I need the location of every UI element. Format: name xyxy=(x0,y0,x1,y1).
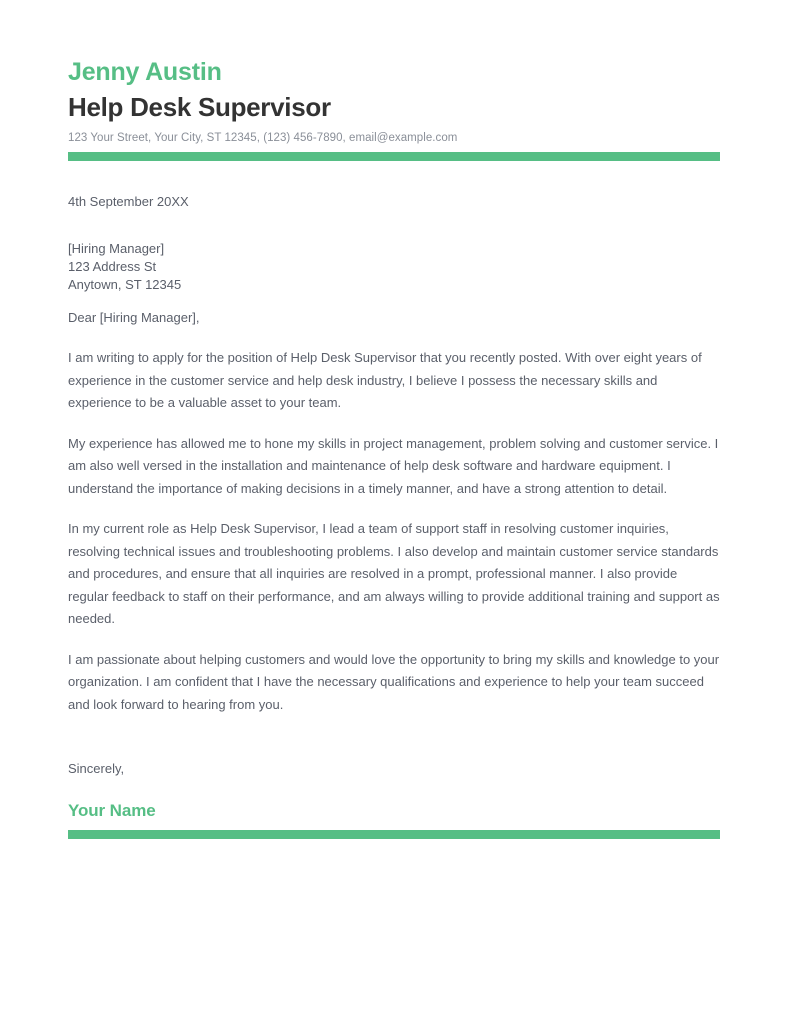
closing-line: Sincerely, xyxy=(68,761,125,776)
signature-name: Your Name xyxy=(68,801,156,820)
contact-line: 123 Your Street, Your City, ST 12345, (123) 456-7890, email@example.com xyxy=(68,132,458,144)
job-title: Help Desk Supervisor xyxy=(68,92,331,122)
body-paragraph: In my current role as Help Desk Supervisor, I lead a team of support staff in resolving customer inquiries, resolving technical issues and troubleshooting problems. I also develop and maintain customer service standards and procedures, and ensure that all inquiries are resolved in a prompt, professional manner. I also provide regular feedback to staff on their performance, and am always willing to provide additional training and support as needed. xyxy=(68,521,720,626)
recipient-line: [Hiring Manager] xyxy=(68,241,165,256)
letter-date: 4th September 20XX xyxy=(68,194,189,209)
salutation: Dear [Hiring Manager], xyxy=(68,310,200,325)
letterhead xyxy=(68,0,720,146)
body-paragraph: My experience has allowed me to hone my skills in project management, problem solving and customer service. I am also well versed in the installation and maintenance of help desk software and hardware equipment. I understand the importance of making decisions in a timely manner, and have a strong attention to detail. xyxy=(68,435,719,496)
footer-divider-bar xyxy=(68,830,720,839)
recipient-line: 123 Address St xyxy=(68,259,157,274)
recipient-address-block xyxy=(68,240,720,294)
body-paragraph: I am writing to apply for the position of Help Desk Supervisor that you recently posted. With over eight years of experience in the customer service and help desk industry, I believe I possess the necessary skills and experience to be a valuable asset to your team. xyxy=(68,350,702,410)
letter-body xyxy=(68,191,720,822)
body-paragraph: I am passionate about helping customers and would love the opportunity to bring my skills and knowledge to your organization. I am confident that I have the necessary qualifications and experience to help your team succeed and look forward to hearing from you. xyxy=(68,651,720,712)
letter-content xyxy=(68,0,720,839)
recipient-line: Anytown, ST 12345 xyxy=(68,277,182,292)
header-divider-bar xyxy=(68,152,720,161)
applicant-name: Jenny Austin xyxy=(68,58,222,86)
